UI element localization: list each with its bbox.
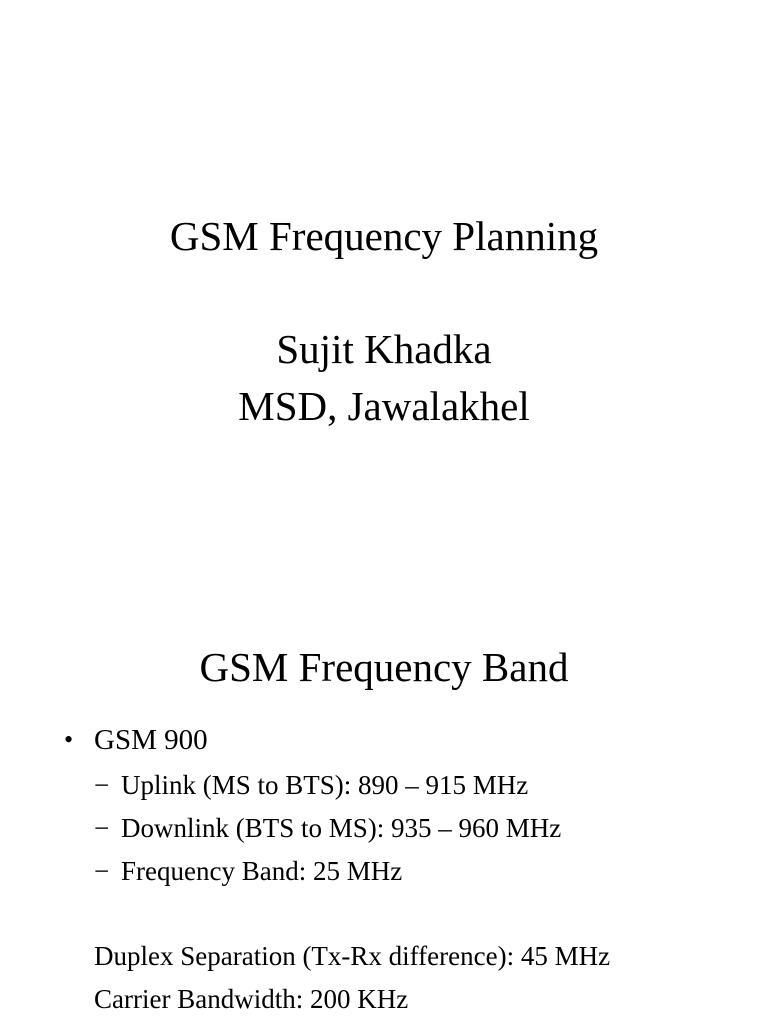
note-line: Duplex Separation (Tx-Rx difference): 45 MHz: [94, 941, 611, 971]
sub-bullet-list: [64, 764, 754, 893]
bullet-item: [64, 720, 754, 760]
notes-block: [64, 935, 754, 1021]
dash-icon: −: [94, 770, 110, 800]
sub-bullet-item: [64, 764, 754, 807]
bullet-text: GSM 900: [94, 724, 208, 756]
bullet-icon: •: [64, 725, 74, 754]
slide-title: GSM Frequency Band: [199, 644, 569, 690]
note-line: Carrier Bandwidth: 200 KHz: [94, 984, 409, 1014]
sub-bullet-text: Frequency Band: 25 MHz: [121, 856, 403, 886]
title-block: [0, 208, 768, 435]
spacer: [0, 265, 768, 321]
author-affiliation: MSD, Jawalakhel: [238, 383, 530, 429]
sub-bullet-item: [64, 850, 754, 893]
author-name: Sujit Khadka: [276, 326, 492, 372]
sub-bullet-text: Uplink (MS to BTS): 890 – 915 MHz: [121, 770, 529, 800]
bullet-list: [64, 720, 754, 1021]
sub-bullet-text: Downlink (BTS to MS): 935 – 960 MHz: [121, 813, 562, 843]
presentation-title: GSM Frequency Planning: [169, 213, 599, 259]
dash-icon: −: [94, 856, 110, 886]
content-slide: [0, 520, 768, 1024]
sub-bullet-item: [64, 807, 754, 850]
dash-icon: −: [94, 813, 110, 843]
